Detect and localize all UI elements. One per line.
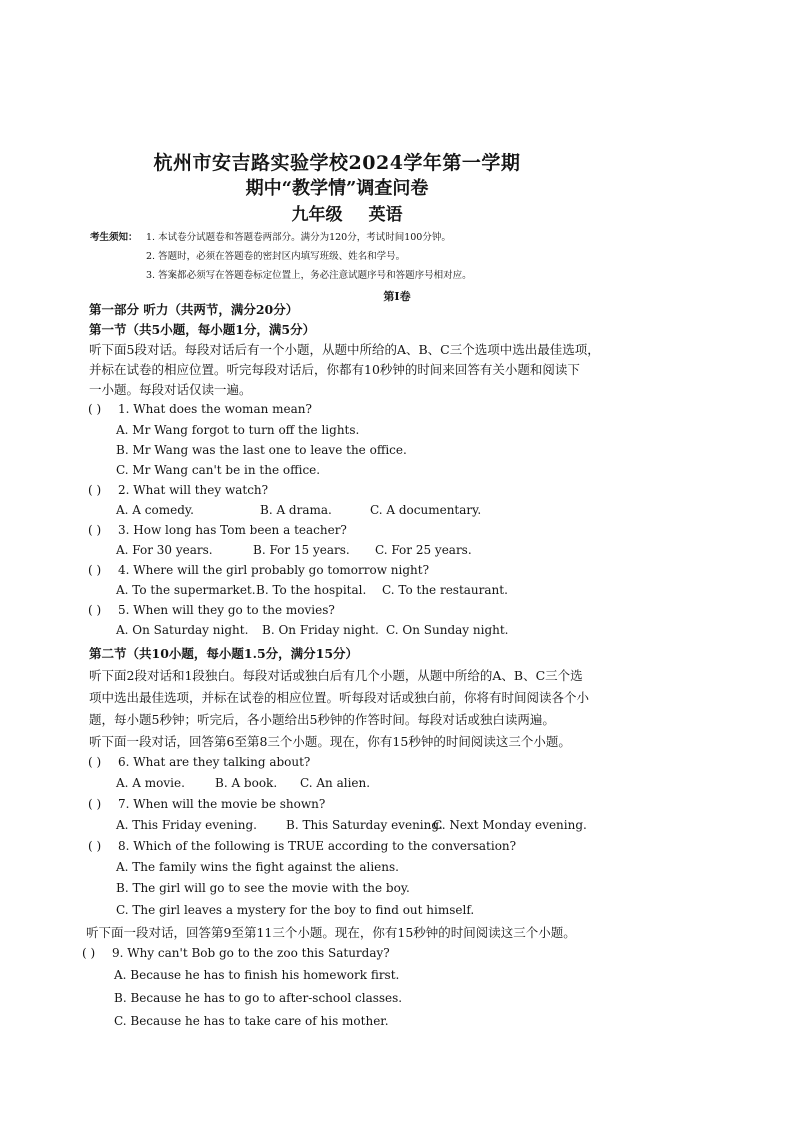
answer-blank[interactable]: ( ) [88,483,102,497]
answer-blank[interactable]: ( ) [88,797,102,811]
answer-blank[interactable]: ( ) [88,755,102,769]
question-3 [88,523,347,537]
section2-instruction-9-11: 听下面一段对话，回答第9至第11三个小题。现在，你有15秒钟的时间阅读这三个小题。 [86,925,576,940]
subject: 英语 [368,205,403,225]
volume-heading: 第Ⅰ卷 [383,290,411,303]
option-c: C. Next Monday evening. [433,818,587,832]
section2-instruction: 听下面2段对话和1段独白。每段对话或独白后有几个小题，从题中所给的A、B、C三个选 [89,668,583,683]
option-b: B. A drama. [260,503,332,517]
option-c: C. For 25 years. [375,543,472,557]
question-1 [88,402,312,416]
notice-item: 3. 答案都必须写在答题卷标定位置上，务必注意试题序号和答题序号相对应。 [146,270,472,281]
answer-blank[interactable]: ( ) [88,402,102,416]
question-stem: 8. Which of the following is TRUE according to the conversation? [118,839,517,853]
section2-instruction: 听下面一段对话，回答第6至第8三个小题。现在，你有15秒钟的时间阅读这三个小题。 [89,734,571,749]
question-4 [88,563,429,577]
section2-instruction: 项中选出最佳选项，并标在试卷的相应位置。听每段对话或独白前，你将有时间阅读各个小 [89,690,590,705]
option-b: B. For 15 years. [253,543,350,557]
option-b: B. This Saturday evening. [286,818,443,832]
question-7 [88,797,325,811]
option-a: A. Because he has to finish his homework first. [114,968,400,982]
notice-item: 2. 答题时，必须在答题卷的密封区内填写班级、姓名和学号。 [146,251,406,262]
answer-blank[interactable]: ( ) [88,563,102,577]
question-9 [82,946,390,960]
option-b: B. Mr Wang was the last one to leave the office. [116,443,407,457]
option-a: A. A movie. [116,776,185,790]
notice-item: 1. 本试卷分试题卷和答题卷两部分。满分为120分，考试时间100分钟。 [146,232,451,243]
option-a: A. On Saturday night. [116,623,249,637]
option-b: B. On Friday night. [262,623,379,637]
option-c: C. A documentary. [370,503,482,517]
grade: 九年级 [291,205,343,225]
option-c: C. Mr Wang can't be in the office. [116,463,321,477]
question-stem: 5. When will they go to the movies? [118,603,335,617]
option-a: A. This Friday evening. [116,818,257,832]
question-stem: 1. What does the woman mean? [118,402,312,416]
section1-instruction: 一小题。每段对话仅读一遍。 [89,382,252,397]
section2-heading: 第二节（共10小题，每小题1.5分，满分15分） [89,646,359,661]
answer-blank[interactable]: ( ) [88,839,102,853]
question-8 [88,839,516,853]
answer-blank[interactable]: ( ) [82,946,96,960]
question-2 [88,483,268,497]
option-a: A. The family wins the fight against the aliens. [116,860,399,874]
option-a: A. To the supermarket. [116,583,256,597]
option-c: C. The girl leaves a mystery for the boy to find out himself. [116,903,475,917]
option-c: C. An alien. [300,776,371,790]
option-a: A. Mr Wang forgot to turn off the lights. [116,423,360,437]
question-stem: 3. How long has Tom been a teacher? [118,523,347,537]
question-stem: 7. When will the movie be shown? [118,797,326,811]
option-c: C. To the restaurant. [382,583,508,597]
exam-title-line2: 期中“教学情”调查问卷 [245,178,429,199]
exam-title-line1: 杭州市安吉路实验学校2024学年第一学期 [153,152,521,174]
option-b: B. To the hospital. [256,583,367,597]
section1-heading: 第一节（共5小题，每小题1分，满5分） [89,322,316,337]
option-a: A. For 30 years. [116,543,213,557]
notice-label: 考生须知： [90,232,138,243]
part1-heading: 第一部分 听力（共两节，满分20分） [89,302,299,317]
question-stem: 4. Where will the girl probably go tomorrow night? [118,563,430,577]
option-c: C. Because he has to take care of his mother. [114,1014,389,1028]
question-stem: 6. What are they talking about? [118,755,311,769]
section1-instruction: 并标在试卷的相应位置。听完每段对话后，你都有10秒钟的时间来回答有关小题和阅读下 [89,362,580,377]
option-b: B. A book. [215,776,278,790]
answer-blank[interactable]: ( ) [88,603,102,617]
option-a: A. A comedy. [116,503,194,517]
grade-subject [0,200,744,225]
question-6 [88,755,310,769]
question-5 [88,603,335,617]
question-stem: 2. What will they watch? [118,483,269,497]
section2-instruction: 题，每小题5秒钟；听完后，各小题给出5秒钟的作答时间。每段对话或独白读两遍。 [89,712,555,727]
section1-instruction: 听下面5段对话。每段对话后有一个小题，从题中所给的A、B、C三个选项中选出最佳选项， [89,342,600,357]
option-b: B. The girl will go to see the movie with the boy. [116,881,410,895]
exam-notice [90,228,472,285]
question-stem: 9. Why can't Bob go to the zoo this Saturday? [112,946,390,960]
answer-blank[interactable]: ( ) [88,523,102,537]
option-c: C. On Sunday night. [386,623,509,637]
option-b: B. Because he has to go to after-school classes. [114,991,403,1005]
